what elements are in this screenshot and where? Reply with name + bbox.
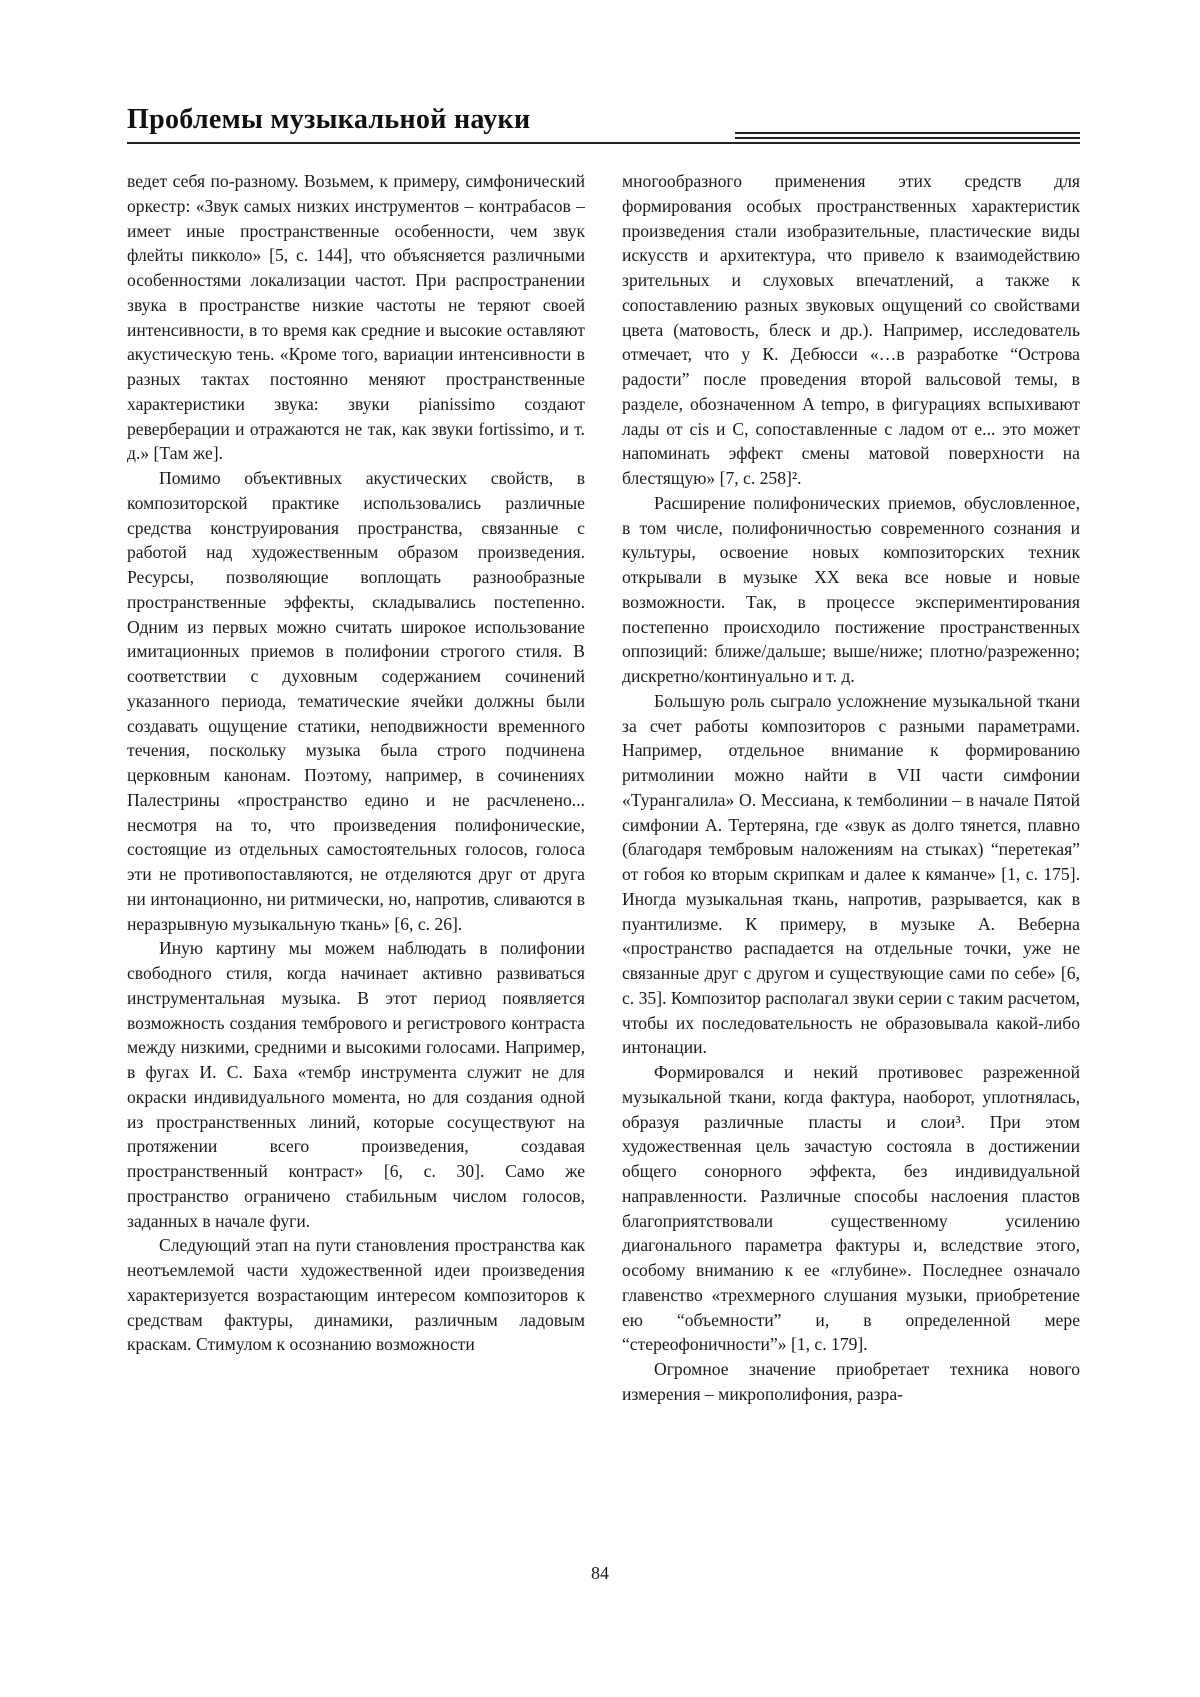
journal-title: Проблемы музыкальной науки [127,104,531,135]
paragraph: Расширение полифонических приемов, обусловленное, в том числе, полифоничностью современного сознания и культуры, освоение новых композиторских техник открывали в музыке XX века все новые и новые возможности. Так, в процессе экспериментирования постепенно происходило постижение пространственных оппозиций: ближе/дальше; выше/ниже; плотно/разреженно; дискретно/континуально и т. д. [622,492,1080,686]
page-number: 84 [591,1563,609,1583]
paragraph: ведет себя по-разному. Возьмем, к примеру, симфонический оркестр: «Звук самых низких инструментов – контрабасов – имеет иные пространственные особенности, чем звук флейты пикколо» [5, с. 144], что объясняется различными особенностями локализации частот. При распространении звука в пространстве низкие частоты не теряют своей интенсивности, в то время как средние и высокие оставляют акустическую тень. «Кроме того, вариации интенсивности в разных тактах постоянно меняют пространственные характеристики звука: звуки pianissimo создают реверберации и отражаются не так, как звуки fortissimo, и т. д.» [Там же]. [127,171,585,464]
article-body [127,169,1080,1526]
decorative-rule-line [735,137,1080,139]
paragraph: Помимо объективных акустических свойств, в композиторской практике использовались различные средства конструирования пространства, связанные с работой над художественным образом произведения. Ресурсы, позволяющие воплощать разнообразные пространственные эффекты, складывались постепенно. Одним из первых можно считать широкое использование имитационных приемов в полифонии строгого стиля. В соответствии с духовным содержанием сочинений указанного периода, тематические ячейки должны были создавать ощущение статики, неподвижности временного течения, поскольку музыка была строго подчинена церковным канонам. Поэтому, например, в сочинениях Палестрины «пространство едино и не расчленено... несмотря на то, что произведения полифонические, состоящие из отдельных самостоятельных голосов, голоса эти не противопоставляются, не отделяются друг от друга ни интонационно, ни ритмически, но, напротив, сливаются в неразрывную музыкальную ткань» [6, с. 26]. [127,468,585,934]
decorative-rule-line [735,132,1080,134]
right-column [622,169,1080,1526]
paragraph: Огромное значение приобретает техника нового измерения – микрополифония, разра- [622,1359,1080,1404]
paragraph: Следующий этап на пути становления пространства как неотъемлемой части художественной идеи произведения характеризуется возрастающим интересом композиторов к средствам фактуры, динамики, различным ладовым краскам. Стимулом к осознанию возможности [127,1235,585,1355]
decorative-rule-line [735,142,1080,144]
paragraph: Большую роль сыграло усложнение музыкальной ткани за счет работы композиторов с разными параметрами. Например, отдельное внимание к формированию ритмолинии можно найти в VII части симфонии «Турангалила» О. Мессиана, к темболинии – в начале Пятой симфонии А. Тертеряна, где «звук as долго тянется, плавно (благодаря тембровым наложениям на стыках) “перетекая” от гобоя ко вторым скрипкам и далее к кяманче» [1, с. 175]. Иногда музыкальная ткань, напротив, разрывается, как в пуантилизме. К примеру, в музыке А. Веберна «пространство распадается на отдельные точки, уже не связанные друг с другом и существующие сами по себе» [6, с. 35]. Композитор располагал звуки серии с таким расчетом, чтобы их последовательность не образовывала какой-либо интонации. [622,690,1080,1058]
paragraph: Иную картину мы можем наблюдать в полифонии свободного стиля, когда начинает активно развиваться инструментальная музыка. В этот период появляется возможность создания тембрового и регистрового контраста между низкими, средними и высокими голосами. Например, в фугах И. С. Баха «тембр инструмента служит не для окраски индивидуального момента, но для создания одной из пространственных линий, которые сосуществуют на протяжении всего произведения, создавая пространственный контраст» [6, с. 30]. Само же пространство ограничено стабильным числом голосов, заданных в начале фуги. [127,938,585,1231]
paragraph: Формировался и некий противовес разреженной музыкальной ткани, когда фактура, наоборот, уплотнялась, образуя различные пласты и слои³. При этом художественная цель зачастую состояла в достижении общего сонорного эффекта, без индивидуальной направленности. Различные способы наслоения пластов благоприятствовали существенному усилению диагонального параметра фактуры и, вследствие этого, особому вниманию к ее «глубине». Последнее означало главенство «трехмерного слушания музыки, приобретение ею “объемности” и, в определенной мере “стереофоничности”» [1, с. 179]. [622,1062,1080,1355]
running-header [127,96,1080,148]
header-decorative-rules [735,132,1080,147]
paragraph: многообразного применения этих средств для формирования особых пространственных характеристик произведения стали изобразительные, пластические виды искусств и архитектура, что привело к взаимодействию зрительных и слуховых впечатлений, а также к сопоставлению разных звуковых ощущений со свойствами цвета (матовость, блеск и др.). Например, исследователь отмечает, что у К. Дебюсси «…в разработке “Острова радости” после проведения второй вальсовой темы, в разделе, обозначенном A tempo, в фигурациях вспыхивают лады от cis и C, сопоставленные с ладом от e... это может напоминать эффект смены матовой поверхности на блестящую» [7, с. 258]². [622,171,1080,488]
left-column [127,169,585,1526]
